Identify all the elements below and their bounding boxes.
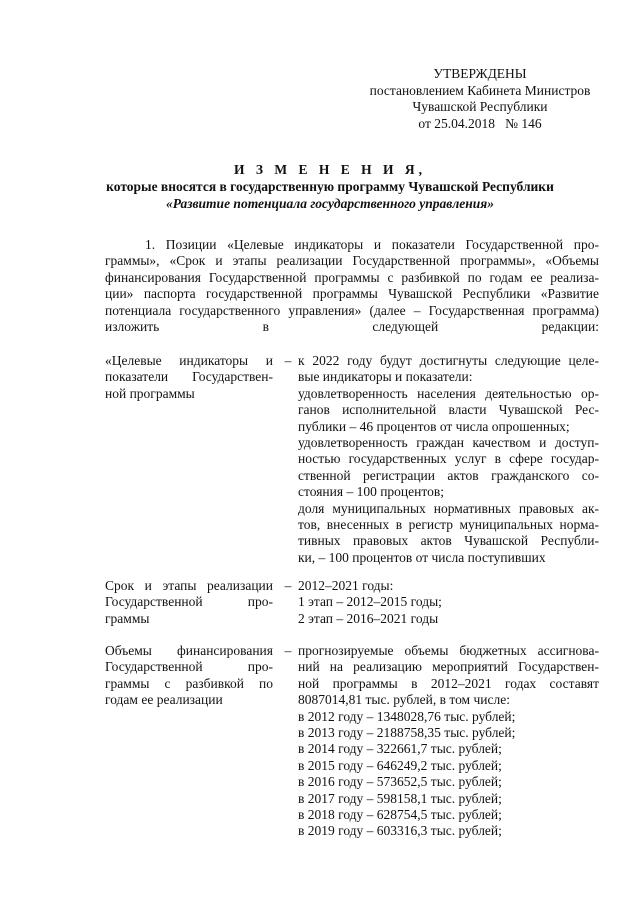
row-label-line: граммы с разбивкой по	[105, 675, 273, 691]
row-label-line: «Целевые индикаторы и	[105, 353, 273, 368]
approval-line: Чувашской Республики	[412, 99, 548, 114]
row-label-line: показатели Государствен-	[105, 369, 273, 385]
row-value-line: ки, – 100 процентов от числа поступивших	[298, 549, 546, 565]
row-value-line: в 2013 году – 2188758,35 тыс. рублей;	[298, 725, 516, 741]
row-value-line: к 2022 году будут достигнуты следующие целе-	[298, 353, 599, 368]
intro-line: изложить в следующей редакции:	[105, 319, 599, 335]
approval-stamp	[355, 66, 605, 132]
intro-paragraph	[105, 237, 599, 335]
document-title	[60, 161, 600, 212]
title-heading: И З М Е Н Е Н И Я,	[233, 162, 426, 177]
row-value-line: в 2014 году – 322661,7 тыс. рублей;	[298, 741, 502, 757]
row-value-line: 1 этап – 2012–2015 годы;	[298, 594, 442, 610]
row-value-line: удовлетворенность населения деятельностью ор-	[298, 385, 599, 401]
row-value-line: 2012–2021 годы:	[298, 578, 394, 593]
approval-line: постановлением Кабинета Министров	[369, 82, 591, 98]
row-value	[298, 353, 599, 566]
row-value-line: прогнозируемые объемы бюджетных ассигнова-	[298, 643, 599, 658]
row-value-line: вые индикаторы и показатели:	[298, 369, 473, 385]
row-value-line: 8087014,81 тыс. рублей, в том числе:	[298, 692, 510, 708]
row-value-line: ной программы в 2012–2021 годах составят	[298, 675, 599, 691]
row-label	[105, 643, 273, 709]
row-value-line: публики – 46 процентов от числа опрошенных;	[298, 418, 570, 434]
row-label-line: ной программы	[105, 385, 195, 401]
row-value-line: стояния – 100 процентов;	[298, 484, 444, 500]
row-value-line: ственной регистрации актов гражданского со-	[298, 467, 599, 483]
row-value-line: в 2015 году – 646249,2 тыс. рублей;	[298, 757, 502, 773]
row-value-line: доля муниципальных нормативных правовых ак-	[298, 500, 599, 516]
intro-line: финансирования Государственной программы с разбивкой по годам ее реализа-	[105, 269, 599, 285]
intro-line: 1. Позиции «Целевые индикаторы и показатели Государственной про-	[145, 237, 599, 252]
approval-line: от 25.04.2018 № 146	[418, 115, 542, 131]
row-dash: –	[284, 578, 292, 593]
title-subtitle: которые вносятся в государственную программу Чувашской Республики	[106, 179, 554, 194]
row-value-line: в 2016 году – 573652,5 тыс. рублей;	[298, 774, 502, 790]
title-program-name: «Развитие потенциала государственного управления»	[166, 196, 494, 211]
row-value-line: удовлетворенность граждан качеством и доступ-	[298, 435, 599, 451]
row-value-line: 2 этап – 2016–2021 годы	[298, 610, 439, 626]
row-dash: –	[284, 353, 292, 368]
row-label	[105, 353, 273, 402]
row-value	[298, 578, 599, 627]
row-value-line: ний на реализацию мероприятий Государствен-	[298, 659, 599, 675]
row-value-line: ганов исполнительной власти Чувашской Рес-	[298, 402, 599, 418]
row-value-line: тов, внесенных в регистр муниципальных норма-	[298, 517, 599, 533]
row-label-line: Государственной про-	[105, 594, 273, 610]
row-value-line: в 2019 году – 603316,3 тыс. рублей;	[298, 823, 502, 839]
row-label-line: Объемы финансирования	[105, 643, 273, 658]
row-value	[298, 643, 599, 840]
row-label	[105, 578, 273, 627]
row-value-line: в 2018 году – 628754,5 тыс. рублей;	[298, 807, 502, 823]
row-label-line: граммы	[105, 610, 150, 626]
intro-line: потенциала государственного управления» (далее – Государственная программа)	[105, 302, 599, 318]
row-label-line: годам ее реализации	[105, 692, 223, 708]
row-label-line: Срок и этапы реализации	[105, 578, 273, 593]
row-value-line: в 2012 году – 1348028,76 тыс. рублей;	[298, 708, 516, 724]
approval-line: УТВЕРЖДЕНЫ	[433, 66, 527, 81]
row-dash: –	[284, 643, 292, 658]
intro-line: граммы», «Срок и этапы реализации Государственной программы», «Объемы	[105, 253, 599, 269]
intro-line: ции» паспорта государственной программы Чувашской Республики «Развитие	[105, 286, 599, 302]
row-value-line: в 2017 году – 598158,1 тыс. рублей;	[298, 790, 502, 806]
row-value-line: ностью государственных услуг в сфере государ-	[298, 451, 599, 467]
row-value-line: тивных правовых актов Чувашской Республи-	[298, 533, 599, 549]
row-label-line: Государственной про-	[105, 659, 273, 675]
